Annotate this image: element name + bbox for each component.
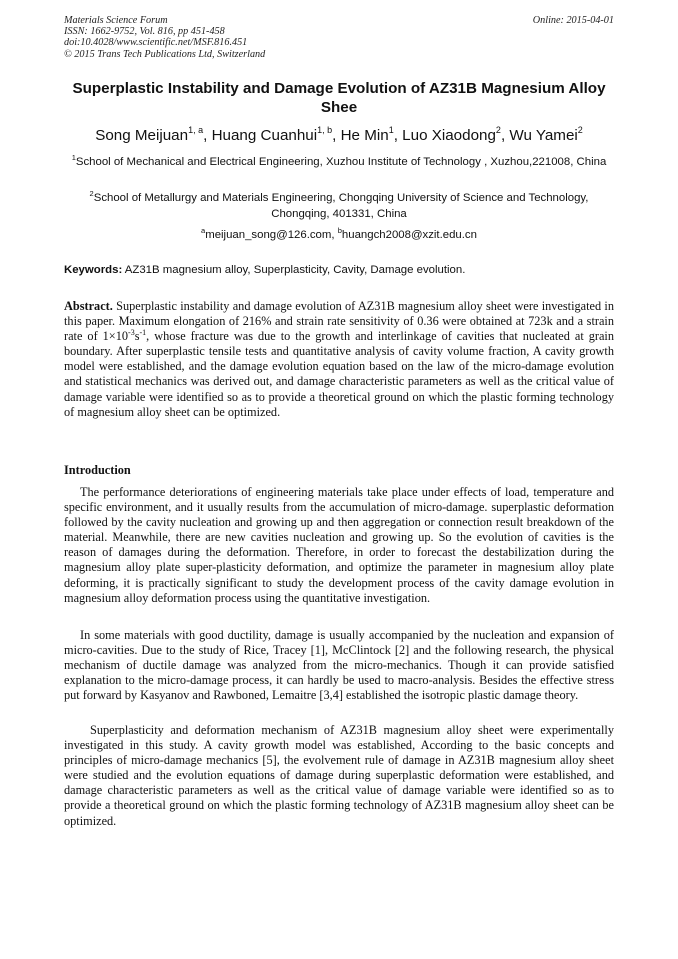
journal-name: Materials Science Forum [64,15,168,26]
email-address[interactable]: huangch2008@xzit.edu.cn [341,229,477,241]
keywords-section [64,263,614,278]
copyright-line: © 2015 Trans Tech Publications Ltd, Switzerland [64,48,266,60]
introduction-paragraph: Superplasticity and deformation mechanism of AZ31B magnesium alloy sheet were experimentally investigated in this study. A cavity growth model was established, According to the basic concepts and principles of micro-damage mechanics [5], the evolvement rule of damage in AZ31B magnesium alloy sheet were studied and the evolution equations of damage during superplastic deformation were established, and damage characteristic parameters as well as the critical value of damage variable were identified so as to provide a theoretical ground on which the plastic forming technology of AZ31B magnesium alloy sheet can be optimized. [64,723,614,828]
affiliation-mark: 1 [71,153,76,162]
affiliation-text: School of Metallurgy and Materials Engineering, Chongqing University of Science and Technology, Chongqing, 401331, China [93,192,589,220]
introduction-heading: Introduction [64,463,131,477]
abstract-label: Abstract. [64,299,113,313]
author-affiliation-mark: 2 [577,125,583,135]
author-affiliation-mark: 1, a [188,125,204,135]
journal-header [64,15,614,60]
affiliation-mark: 2 [89,189,94,198]
email-mark: b [337,226,342,235]
issn-line: ISSN: 1662-9752, Vol. 816, pp 451-458 [64,26,225,38]
author-affiliation-mark: 2 [495,125,501,135]
abstract-exponent: -1 [139,328,147,338]
introduction-paragraph: In some materials with good ductility, damage is usually accompanied by the nucleation and expansion of micro-cavities. Due to the study of Rice, Tracey [1], McClintock [2] and the following research, the physical mechanism of ductile damage was analyzed from the micro-mechanics. Though it can provide satisfied explanation to the micro-damage process, it can hardly be used to macro-analysis. Besides the effective stress put forward by Kasyanov and Rawboned, Lemaitre [3,4] established the isotropic plastic damage theory. [64,628,614,703]
email-line: $^a$meijuan_song@126.com, $^b$huangch2008@xzit.edu.cn [201,226,477,241]
keywords-label: Keywords: [64,264,123,276]
abstract-text: , whose fracture was due to the growth and interlinkage of cavities that nucleated at grain boundary. After superplastic tensile tests and quantitative analysis of cavity volume fraction, A cavity growth model were established, and the damage evolution equation based on the law of the micro-damage evolution and statistical mechanics was derived out, and damage characteristic parameters as well as the critical value of damage variable were identified so as to provide a theoretical ground on which the plastic forming technology of magnesium alloy sheet can be optimized. [64,329,614,419]
author-affiliation-mark: 1 [388,125,394,135]
email-address[interactable]: meijuan_song@126.com [205,229,332,241]
affiliation-text: School of Mechanical and Electrical Engineering, Xuzhou Institute of Technology , Xuzhou,221008, China [75,156,607,168]
introduction-paragraph: The performance deteriorations of engineering materials take place under effects of load, temperature and specific environment, and it usually results from the accumulation of micro-damage. superplastic deformation followed by the cavity nucleation and growing up and then aggregation or connection result breakdown of the material. Meanwhile, there are new cavities nucleation and growing up. So the evolution of cavities is the reason of damages during the deformation. Therefore, in order to forecast the destabilization during the magnesium alloy plate super-plasticity deformation, and optimize the parameter in magnesium alloy plate deforming, it is practically significant to study the development process of the cavity damage evolution in magnesium alloy deformation process using the quantitative investigation. [64,485,614,605]
email-mark: a [201,226,206,235]
online-date: Online: 2015-04-01 [532,15,614,26]
abstract-unit: s [134,329,140,344]
author-name: Huang Cuanhui [211,127,318,144]
abstract-section [64,299,614,420]
paper-title: Superplastic Instability and Damage Evolution of AZ31B Magnesium Alloy Shee [72,80,606,116]
keywords-text: AZ31B magnesium alloy, Superplasticity, Cavity, Damage evolution. [124,264,466,276]
author-name: He Min [340,127,389,144]
author-affiliation-mark: 1, b [317,125,333,135]
affiliation-2 [64,191,614,222]
author-name: Luo Xiaodong [402,127,496,144]
author-name: Song Meijuan [95,127,189,144]
abstract-text: Superplastic instability and damage evolution of AZ31B magnesium alloy sheet were investigated in this paper. Maximum elongation of 216% and strain rate sensitivity of 0.36 were obtained at 723k and a strain rate of 1×10 [64,299,614,344]
affiliation-1 [64,155,614,171]
doi-line: doi:10.4028/www.scientific.net/MSF.816.451 [64,37,248,49]
author-list: Song Meijuan$^{1, a}$, Huang Cuanhui$^{1, b}$, He Min$^1$, Luo Xiaodong$^2$, Wu Yamei$^2$ [95,125,583,144]
author-name: Wu Yamei [509,127,578,144]
abstract-exponent: -3 [128,328,135,338]
